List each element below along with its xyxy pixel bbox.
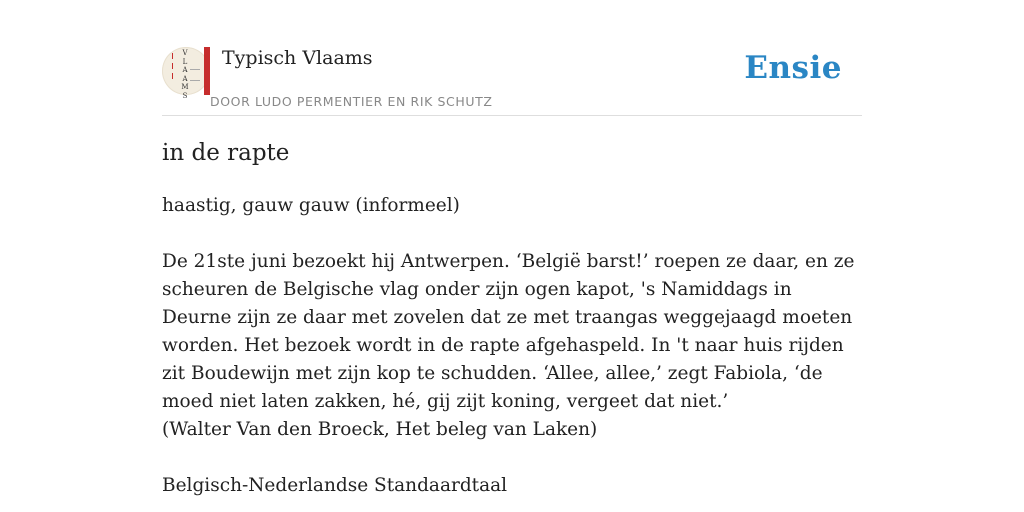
avatar-logo-letters: V L A A M S: [181, 49, 189, 100]
entry-term: in de rapte: [162, 140, 290, 166]
entry-category: Belgisch-Nederlandse Standaardtaal: [162, 475, 508, 496]
entry-content: [162, 192, 862, 500]
ensie-logo[interactable]: Ensie: [744, 50, 842, 86]
spacer: [162, 444, 862, 472]
spacer: [162, 220, 862, 248]
quote-source: (Walter Van den Broeck, Het beleg van Laken): [162, 419, 598, 440]
avatar-red-stripe: [204, 47, 210, 95]
avatar-mark: [172, 73, 173, 79]
entry-definition: haastig, gauw gauw (informeel): [162, 195, 460, 216]
entry-quote: De 21ste juni bezoekt hij Antwerpen. ‘België barst!’ roepen ze daar, en ze scheuren de Belgische vlag onder zijn ogen kapot, 's Namiddags in Deurne zijn ze daar met zovelen dat ze met traangas weggejaagd moeten worden. Het bezoek wordt in de rapte afgehaspeld. In 't naar huis rijden zit Boudewijn met zijn kop te schudden. ‘Allee, allee,’ zegt Fabiola, ‘de moed niet laten zakken, hé, gij zijt koning, vergeet dat niet.’: [162, 251, 855, 412]
avatar-mark: [172, 63, 173, 69]
page-header: [162, 44, 862, 116]
author-byline: DOOR LUDO PERMENTIER EN RIK SCHUTZ: [210, 94, 493, 109]
site-title[interactable]: Typisch Vlaams: [222, 47, 373, 69]
book-cover-avatar[interactable]: [162, 47, 210, 100]
avatar-mark: [172, 53, 173, 59]
avatar-fine-lines: [190, 69, 200, 81]
header-divider: [162, 115, 862, 116]
